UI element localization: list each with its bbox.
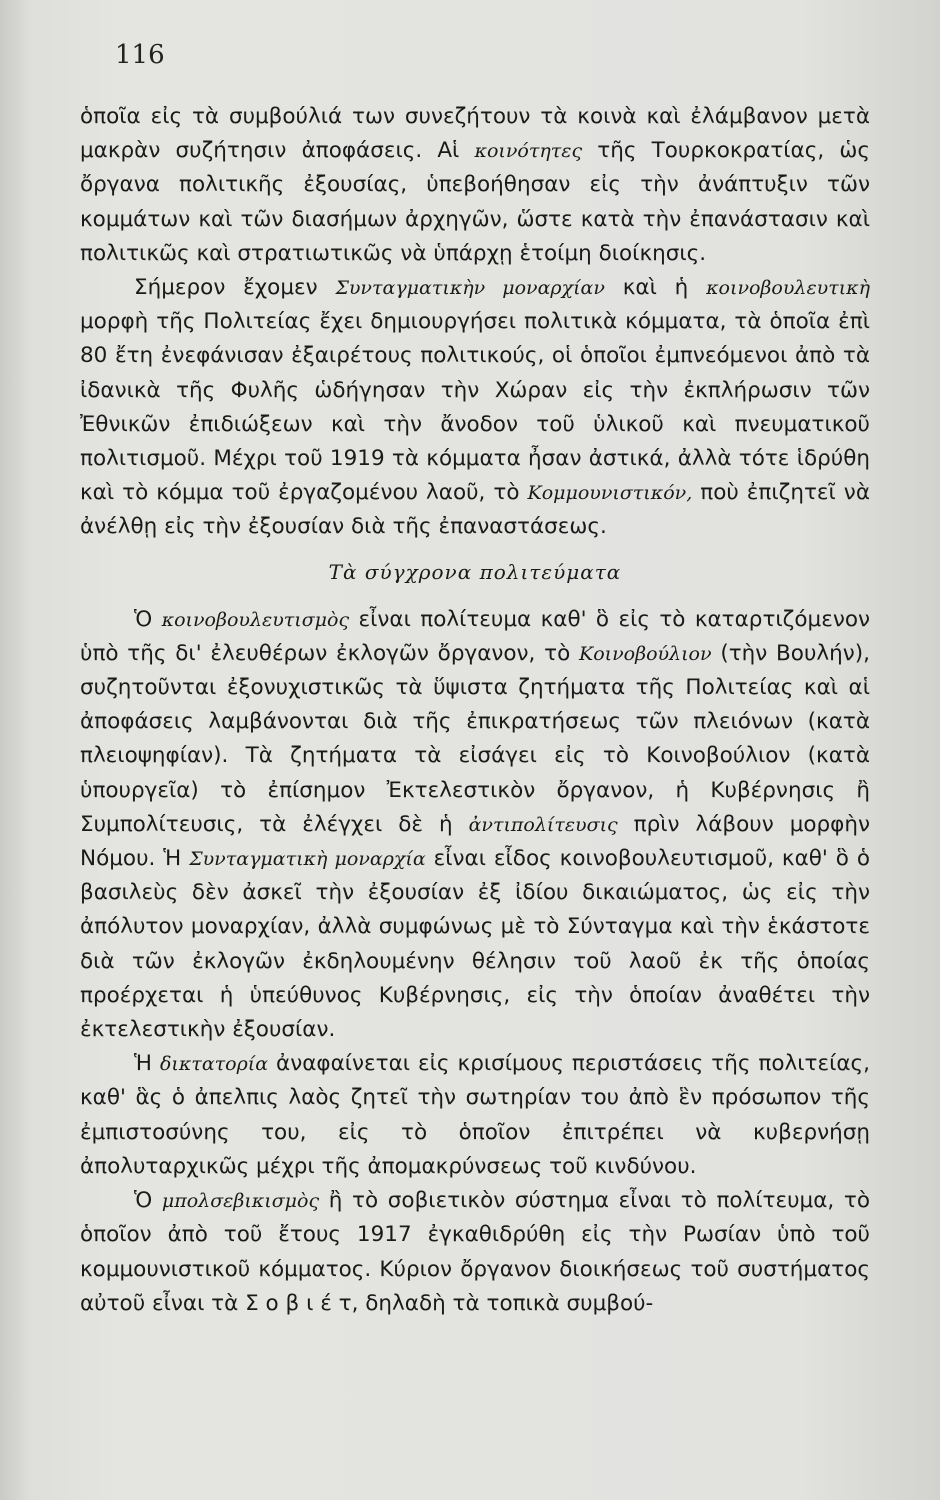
page-body — [80, 100, 870, 1321]
paragraph-1 — [80, 100, 870, 271]
text-run: καὶ ἡ — [604, 275, 707, 301]
text-run: Ὁ — [134, 1188, 162, 1214]
emphasized-term: δικτατορία — [159, 1053, 269, 1076]
text-run: Ὁ — [134, 606, 162, 632]
text-run: ποὺ ἐπιζητεῖ νὰ ἀνέλθῃ εἰς τὴν ἐξουσίαν διὰ τῆς ἐπαναστάσεως. — [80, 480, 870, 540]
emphasized-term: Συνταγματικὴν μοναρχίαν — [335, 277, 605, 300]
emphasized-term: κοινοβουλευτικὴ — [706, 277, 870, 300]
paragraph-4 — [80, 1047, 870, 1184]
text-run: πρὶν λάβουν μορφὴν Νόμου. Ἡ — [80, 811, 871, 872]
emphasized-term: κοινότητες — [474, 140, 583, 163]
text-run: εἶναι εἶδος κοινοβουλευτισμοῦ, καθ' ὃ ὁ βασιλεὺς δὲν ἀσκεῖ τὴν ἐξουσίαν ἐξ ἰδίου δικαιώματος, ὡς εἰς τὴν ἀπόλυτον μοναρχίαν, ἀλλὰ συμφώνως μὲ τὸ Σύνταγμα καὶ τὴν ἑκάστοτε διὰ τῶν ἐκλογῶν ἐκδηλουμένην θέλησιν τοῦ λαοῦ ἐκ τῆς ὁποίας προέρχεται ἡ ὑπεύθυνος Κυβέρνησις, εἰς τὴν ὁποίαν ἀναθέτει τὴν ἐκτελεστικὴν ἐξουσίαν. — [80, 846, 871, 1043]
emphasized-term: Κομμουνιστικόν, — [527, 482, 693, 505]
text-run: ἢ τὸ σοβιετικὸν σύστημα εἶναι τὸ πολίτευμα, τὸ ὁποῖον ἀπὸ τοῦ ἔτους 1917 ἐγκαθιδρύθη εἰς τὴν Ρωσίαν ὑπὸ τοῦ κομμουνιστικοῦ κόμματος. Κύριον ὄργανον διοικήσεως τοῦ συστήματος αὐτοῦ εἶναι τὰ Σ ο β ι έ τ, δηλαδὴ τὰ τοπικὰ συμβού- — [80, 1188, 870, 1316]
paragraph-3 — [80, 603, 870, 1048]
paragraph-5 — [80, 1184, 870, 1321]
emphasized-term: κοινοβουλευτισμὸς — [161, 608, 350, 631]
emphasized-term: Κοινοβούλιον — [579, 642, 712, 665]
paragraph-2 — [80, 271, 870, 545]
text-run: ὁποῖα εἰς τὰ συμβούλιά των συνεζήτουν τὰ κοινὰ καὶ ἐλάμβανον μετὰ μακρὰν συζήτησιν ἀποφάσεις. Αἱ — [80, 104, 870, 164]
text-run: μορφὴ τῆς Πολιτείας ἔχει δημιουργήσει πολιτικὰ κόμματα, τὰ ὁποῖα ἐπὶ 80 ἔτη ἐνεφάνισαν ἐξαιρέτους πολιτικούς, οἱ ὁποῖοι ἐμπνεόμενοι ἀπὸ τὰ ἰδανικὰ τῆς Φυλῆς ὡδήγησαν τὴν Χώραν εἰς τὴν ἐκπλήρωσιν τῶν Ἐθνικῶν ἐπιδιώξεων καὶ τὴν ἄνοδον τοῦ ὑλικοῦ καὶ πνευματικοῦ πολιτισμοῦ. Μέχρι τοῦ 1919 τὰ κόμματα ἦσαν ἀστικά, ἀλλὰ τότε ἱδρύθη καὶ τὸ κόμμα τοῦ ἐργαζομένου λαοῦ, τὸ — [80, 309, 870, 506]
emphasized-term: Συνταγματικὴ μοναρχία — [189, 848, 426, 871]
emphasized-term: ἀντιπολίτευσις — [468, 813, 618, 836]
text-run: Ἡ — [134, 1051, 160, 1077]
text-run: τῆς Τουρκοκρατίας, ὡς ὄργανα πολιτικῆς ἐξουσίας, ὑπεβοήθησαν εἰς τὴν ἀνάπτυξιν τῶν κομμάτων καὶ τῶν διασήμων ἀρχηγῶν, ὥστε κατὰ τὴν ἐπανάστασιν καὶ πολιτικῶς καὶ στρατιωτικῶς νὰ ὑπάρχῃ ἑτοίμη διοίκησις. — [80, 138, 870, 266]
page-number: 116 — [115, 40, 165, 70]
emphasized-term: μπολσεβικισμὸς — [161, 1190, 320, 1213]
text-run: (τὴν Βουλήν), συζητοῦνται ἐξονυχιστικῶς τὰ ὕψιστα ζητήματα τῆς Πολιτείας καὶ αἱ ἀποφάσεις λαμβάνονται διὰ τῆς ἐπικρατήσεως τῶν πλειόνων (κατὰ πλειοψηφίαν). Τὰ ζητήματα τὰ εἰσάγει εἰς τὸ Κοινοβούλιον (κατὰ ὑπουργεῖα) τὸ ἐπίσημον Ἐκτελεστικὸν ὄργανον, ἡ Κυβέρνησις ἢ Συμπολίτευσις, τὰ ἐλέγχει δὲ ἡ — [80, 640, 870, 837]
text-run: Σήμερον ἔχομεν — [134, 275, 336, 301]
section-heading: Τὰ σύγχρονα πολιτεύματα — [328, 559, 622, 584]
text-run: εἶναι πολίτευμα καθ' ὃ εἰς τὸ καταρτιζόμενον ὑπὸ τῆς δι' ἐλευθέρων ἐκλογῶν ὄργανον, τὸ — [80, 606, 870, 666]
text-run: ἀναφαίνεται εἰς κρισίμους περιστάσεις τῆς πολιτείας, καθ' ἃς ὁ ἀπελπις λαὸς ζητεῖ τὴν σωτηρίαν του ἀπὸ ἓν πρόσωπον τῆς ἐμπιστοσύνης του, εἰς τὸ ὁποῖον ἐπιτρέπει νὰ κυβερνήσῃ ἀπολυταρχικῶς μέχρι τῆς ἀπομακρύνσεως τοῦ κινδύνου. — [80, 1051, 870, 1179]
